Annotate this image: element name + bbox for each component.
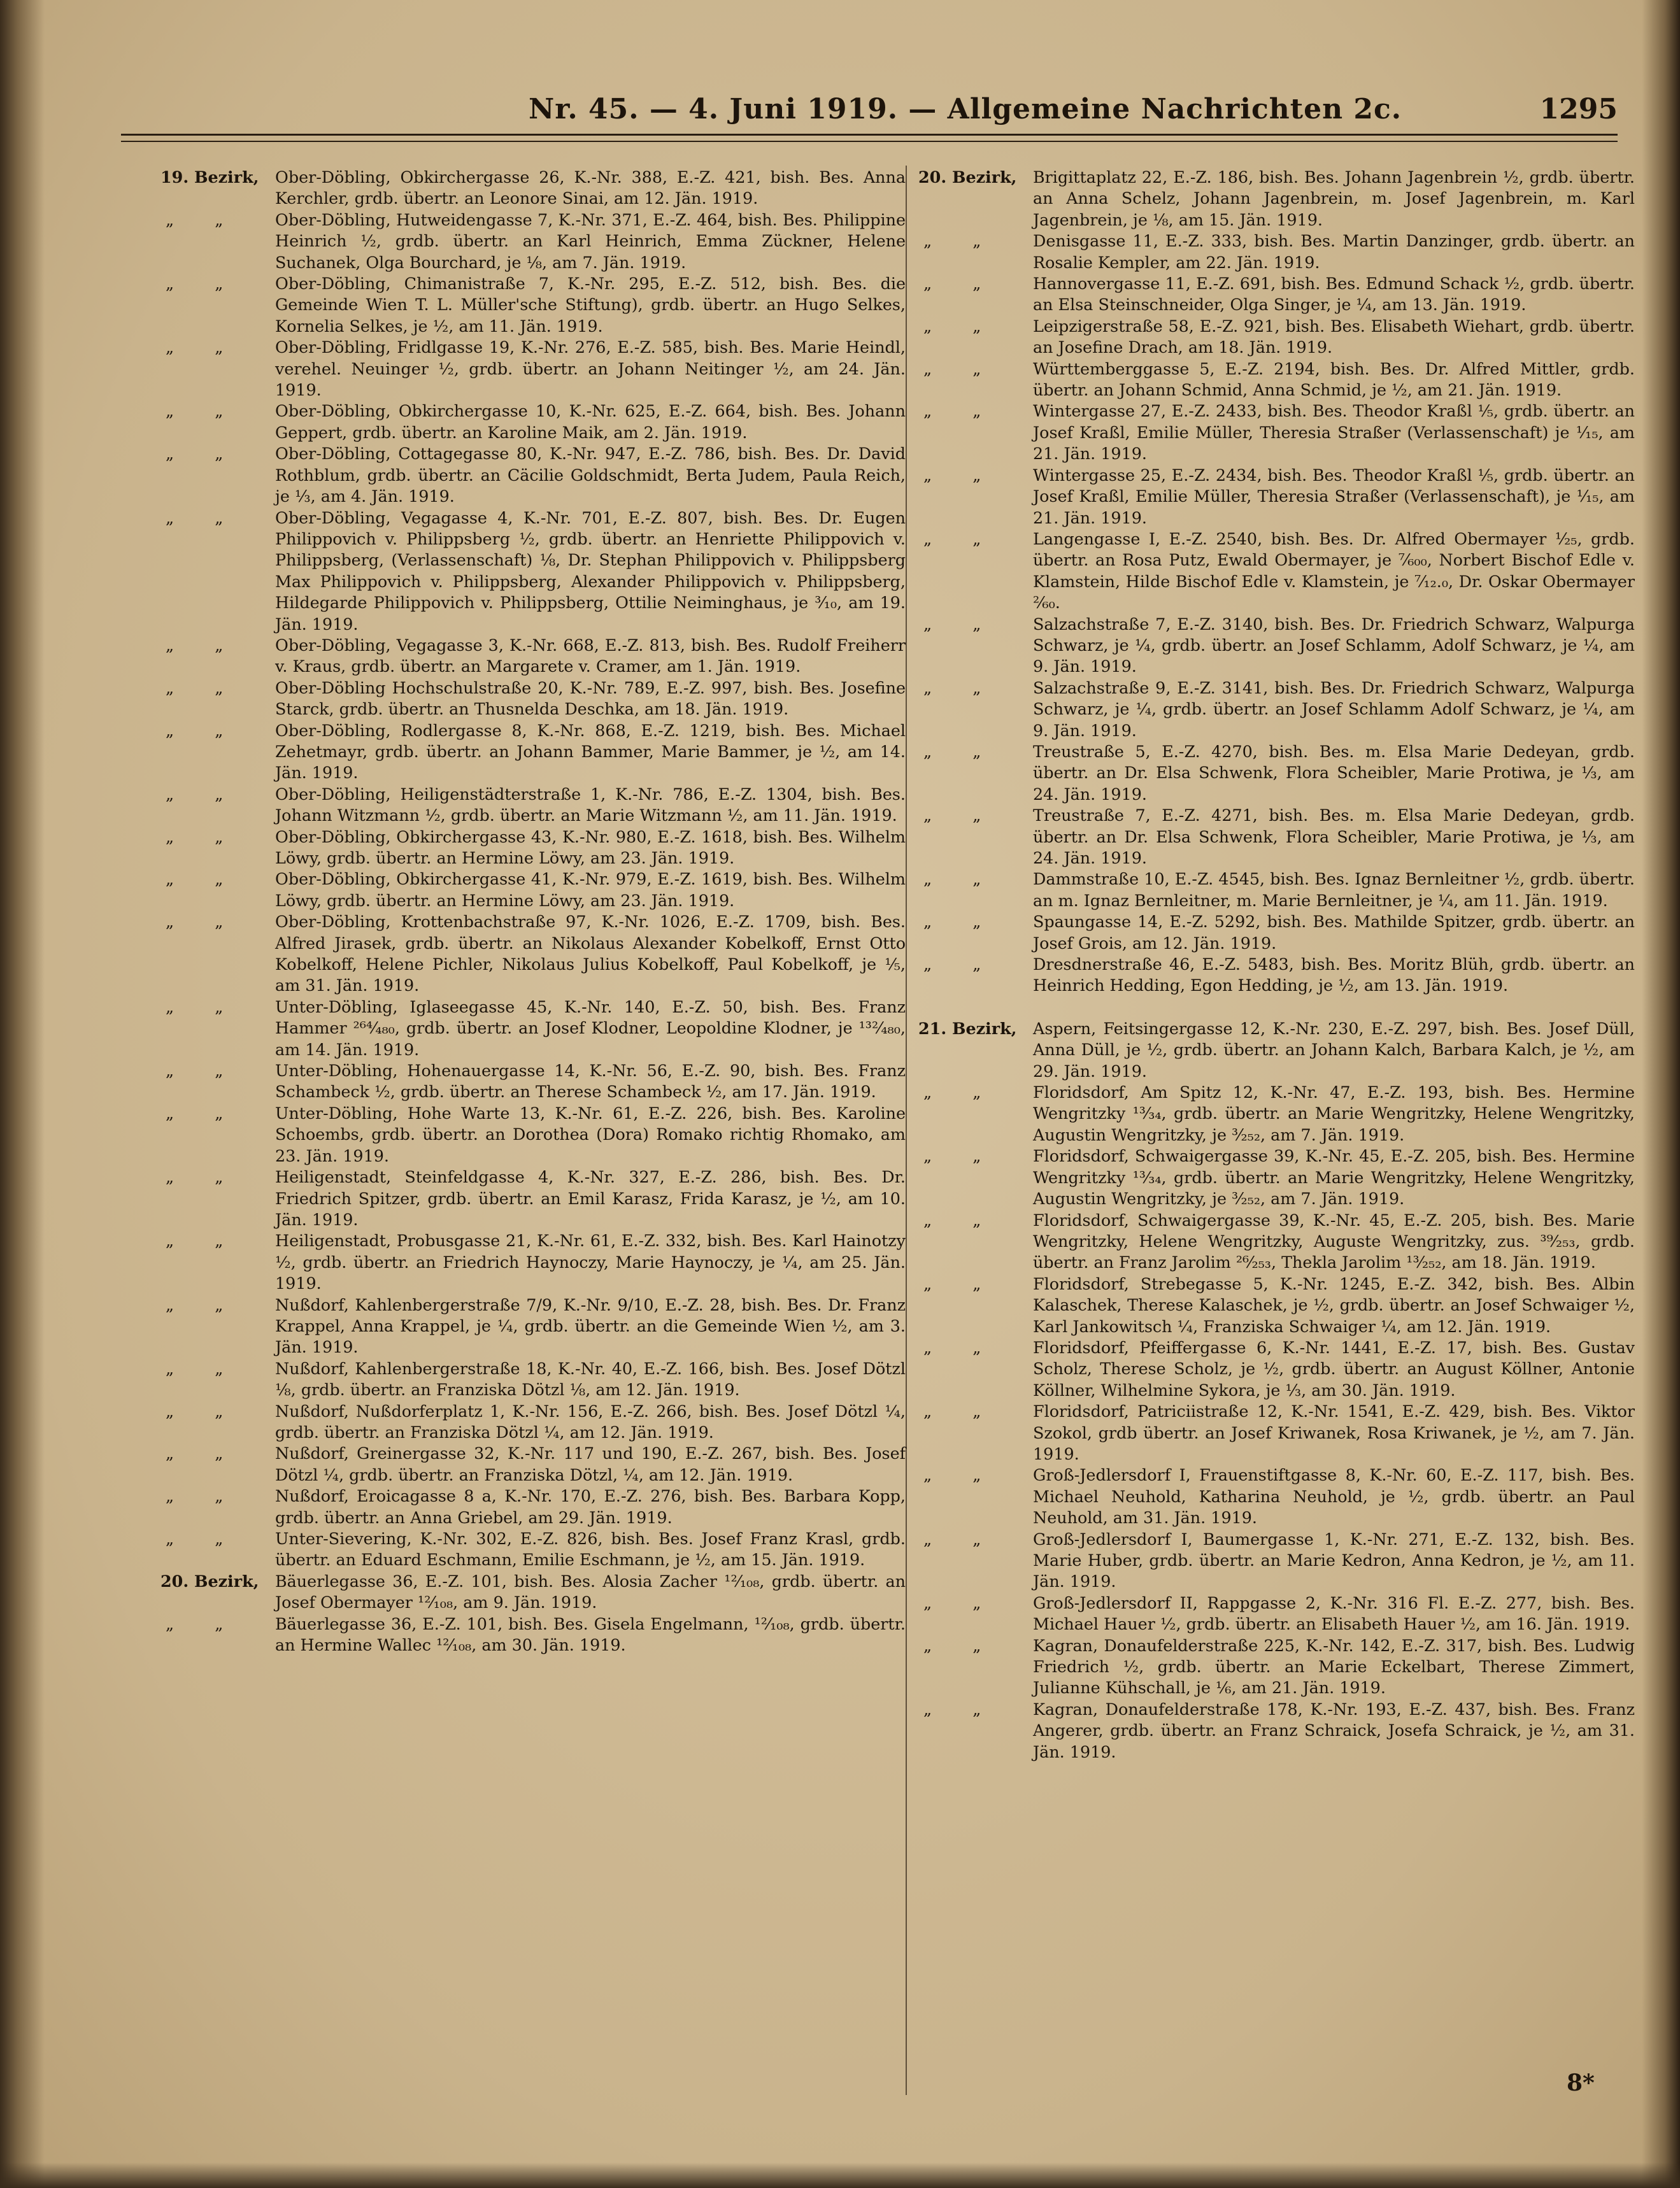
- district-label: „ „: [923, 1083, 999, 1102]
- district-label: „ „: [923, 741, 999, 761]
- district-label: „ „: [923, 1402, 999, 1421]
- register-entry: [918, 359, 1635, 401]
- entry-text: Nußdorf, Greinergasse 32, K.-Nr. 117 und 190, E.-Z. 267, bish. Bes. Josef Dötzl ¼, grdb. übertr. an Franziska Dötzl, ¼, am 12. Jän. 1919.: [275, 1444, 906, 1484]
- header-title: Nr. 45. — 4. Juni 1919. — Allgemeine Nachrichten 2c.: [529, 93, 1402, 125]
- register-entry: [918, 1082, 1635, 1146]
- entry-text: Treustraße 5, E.-Z. 4270, bish. Bes. m. Elsa Marie Dedeyan, grdb. übertr. an Dr. Elsa Schwenk, Flora Scheibler, Marie Protiwa, je ⅓, am 24. Jän. 1919.: [1033, 741, 1635, 804]
- district-label: „ „: [923, 1465, 999, 1485]
- register-entry: [160, 869, 906, 911]
- district-label: „ „: [166, 869, 241, 889]
- page-edge-shadow-bottom: [0, 2163, 1680, 2188]
- entry-text: Ober-Döbling, Fridlgasse 19, K.-Nr. 276, E.-Z. 585, bish. Bes. Marie Heindl, verehel. Neuinger ½, grdb. übertr. an Johann Neitinger ½, am 24. Jän. 1919.: [275, 337, 906, 400]
- entry-text: Groß-Jedlersdorf II, Rappgasse 2, K.-Nr. 316 Fl. E.-Z. 277, bish. Bes. Michael Hauer ½, grdb. übertr. an Elisabeth Hauer ½, am 16. Jän. 1919.: [1033, 1593, 1635, 1634]
- running-header: [121, 89, 1618, 140]
- district-label: „ „: [166, 997, 241, 1016]
- district-label: „ „: [923, 465, 999, 485]
- entry-text: Dresdnerstraße 46, E.-Z. 5483, bish. Bes. Moritz Blüh, grdb. übertr. an Heinrich Hedding, Egon Hedding, je ½, am 13. Jän. 1919.: [1033, 955, 1635, 995]
- entry-text: Aspern, Feitsingergasse 12, K.-Nr. 230, E.-Z. 297, bish. Bes. Josef Düll, Anna Düll, je ½, grdb. übertr. an Johann Kalch, Barbara Kalch, je ½, am 29. Jän. 1919.: [1033, 1018, 1635, 1081]
- register-entry: [918, 1699, 1635, 1763]
- district-label: „ „: [923, 1210, 999, 1230]
- entry-text: Nußdorf, Kahlenbergerstraße 18, K.-Nr. 40, E.-Z. 166, bish. Bes. Josef Dötzl ⅛, grdb. übertr. an Franziska Dötzl ⅛, am 12. Jän. 1919.: [275, 1358, 906, 1400]
- header-rule: [121, 134, 1618, 142]
- register-entry: [918, 401, 1635, 464]
- register-entry: [918, 316, 1635, 359]
- section-gap: [918, 997, 1635, 1018]
- entry-text: Floridsdorf, Am Spitz 12, K.-Nr. 47, E.-Z. 193, bish. Bes. Hermine Wengritzky ¹³⁄₃₄, grdb. übertr. an Marie Wengritzky, Helene Wengritzky, Augustin Wengritzky, je ³⁄₂₅₂, am 7. Jän. 1919.: [1033, 1083, 1635, 1144]
- register-entry: [918, 805, 1635, 869]
- entry-text: Unter-Döbling, Iglaseegasse 45, K.-Nr. 140, E.-Z. 50, bish. Bes. Franz Hammer ²⁶⁴⁄₄₈₀, grdb. übertr. an Josef Klodner, Leopoldine Klodner, je ¹³²⁄₄₈₀, am 14. Jän. 1919.: [275, 997, 906, 1059]
- register-entry: [160, 784, 906, 827]
- entry-text: Wintergasse 25, E.-Z. 2434, bish. Bes. Theodor Kraßl ⅕, grdb. übertr. an Josef Kraßl, Emilie Müller, Theresia Straßer (Verlassenschaft), je ¹⁄₁₅, am 21. Jän. 1919.: [1033, 465, 1635, 527]
- register-entry: [918, 167, 1635, 231]
- page-edge-shadow-right: [1642, 0, 1680, 2188]
- register-entry: [918, 1146, 1635, 1209]
- entry-text: Spaungasse 14, E.-Z. 5292, bish. Bes. Mathilde Spitzer, grdb. übertr. an Josef Grois, am 12. Jän. 1919.: [1033, 912, 1635, 953]
- entry-text: Ober-Döbling, Obkirchergasse 41, K.-Nr. 979, E.-Z. 1619, bish. Bes. Wilhelm Löwy, grdb. übertr. an Hermine Löwy, am 23. Jän. 1919.: [275, 869, 906, 910]
- entry-text: Kagran, Donaufelderstraße 178, K.-Nr. 193, E.-Z. 437, bish. Bes. Franz Angerer, grdb. übertr. an Franz Schraick, Josefa Schraick, je ½, am 31. Jän. 1919.: [1033, 1699, 1635, 1761]
- district-label: „ „: [923, 1146, 999, 1166]
- register-entry: [918, 1465, 1635, 1528]
- register-entry: [160, 1103, 906, 1167]
- district-label: „ „: [166, 827, 241, 846]
- register-entry: [918, 1337, 1635, 1401]
- entry-text: Floridsdorf, Patriciistraße 12, K.-Nr. 1541, E.-Z. 429, bish. Bes. Viktor Szokol, grdb übertr. an Josef Kriwanek, Rosa Kriwanek, je ½, am 7. Jän. 1919.: [1033, 1402, 1635, 1463]
- register-entry: [160, 1528, 906, 1571]
- district-label: „ „: [166, 1444, 241, 1463]
- district-label: „ „: [166, 401, 241, 421]
- register-entry: [918, 1635, 1635, 1699]
- entry-text: Nußdorf, Kahlenbergerstraße 7/9, K.-Nr. 9/10, E.-Z. 28, bish. Bes. Dr. Franz Krappel, Anna Krappel, je ¼, grdb. übertr. an die Gemeinde Wien ½, am 3. Jän. 1919.: [275, 1295, 906, 1357]
- register-entry: [160, 337, 906, 401]
- register-entry: [160, 1358, 906, 1401]
- district-label: „ „: [166, 1486, 241, 1506]
- entry-text: Floridsdorf, Pfeiffergasse 6, K.-Nr. 1441, E.-Z. 17, bish. Bes. Gustav Scholz, Therese Scholz, je ½, grdb. übertr. an August Köllner, Antonie Köllner, Wilhelmine Sykora, je ⅓, am 30. Jän. 1919.: [1033, 1337, 1635, 1400]
- entry-text: Kagran, Donaufelderstraße 225, K.-Nr. 142, E.-Z. 317, bish. Bes. Ludwig Friedrich ½, grdb. übertr. an Marie Eckelbart, Therese Zimmert, Julianne Kühschall, je ⅙, am 21. Jän. 1919.: [1033, 1635, 1635, 1698]
- register-entry: [160, 678, 906, 720]
- entry-text: Ober-Döbling Hochschulstraße 20, K.-Nr. 789, E.-Z. 997, bish. Bes. Josefine Starck, grdb. übertr. an Thusnelda Deschka, am 18. Jän. 1919.: [275, 678, 906, 719]
- register-entry: [918, 741, 1635, 805]
- district-label: „ „: [166, 210, 241, 229]
- entry-text: Wintergasse 27, E.-Z. 2433, bish. Bes. Theodor Kraßl ⅕, grdb. übertr. an Josef Kraßl, Emilie Müller, Theresia Straßer (Verlassenschaft) je ¹⁄₁₅, am 21. Jän. 1919.: [1033, 401, 1635, 464]
- district-label: „ „: [923, 529, 999, 548]
- register-entry: [160, 1443, 906, 1486]
- district-label: 19. Bezirk,: [160, 167, 259, 187]
- entry-text: Salzachstraße 7, E.-Z. 3140, bish. Bes. Dr. Friedrich Schwarz, Walpurga Schwarz, je ¼, grdb. übertr. an Josef Schlamm, Adolf Schwarz, je ¼, am 9. Jän. 1919.: [1033, 614, 1635, 676]
- register-entry: [160, 401, 906, 443]
- register-entry: [160, 210, 906, 273]
- district-label: „ „: [923, 316, 999, 336]
- register-entry: [160, 1486, 906, 1528]
- page-number: 1295: [1539, 93, 1618, 125]
- register-entry: [160, 827, 906, 869]
- register-entry: [918, 614, 1635, 678]
- entry-text: Ober-Döbling, Krottenbachstraße 97, K.-Nr. 1026, E.-Z. 1709, bish. Bes. Alfred Jirasek, grdb. übertr. an Nikolaus Alexander Kobelkoff, Ernst Otto Kobelkoff, Helene Pichler, Nikolaus Julius Kobelkoff, Paul Kobelkoff, je ⅕, am 31. Jän. 1919.: [275, 912, 906, 995]
- register-entry: [918, 529, 1635, 614]
- district-label: „ „: [923, 955, 999, 974]
- register-entry: [918, 1401, 1635, 1465]
- column-separator: [906, 166, 907, 2095]
- entry-text: Nußdorf, Eroicagasse 8 a, K.-Nr. 170, E.-Z. 276, bish. Bes. Barbara Kopp, grdb. übertr. an Anna Griebel, am 29. Jän. 1919.: [275, 1486, 906, 1527]
- district-label: „ „: [166, 444, 241, 464]
- district-label: „ „: [923, 1699, 999, 1719]
- register-entry: [918, 911, 1635, 954]
- district-label: „ „: [923, 806, 999, 825]
- entry-text: Brigittaplatz 22, E.-Z. 186, bish. Bes. Johann Jagenbrein ½, grdb. übertr. an Anna Schelz, Johann Jagenbrein, m. Josef Jagenbrein, m. Karl Jagenbrein, je ⅛, am 15. Jän. 1919.: [1033, 167, 1635, 229]
- register-entry: [918, 1274, 1635, 1337]
- district-label: „ „: [923, 678, 999, 697]
- district-label: „ „: [923, 401, 999, 421]
- register-entry: [160, 1401, 906, 1444]
- entry-text: Heiligenstadt, Steinfeldgasse 4, K.-Nr. 327, E.-Z. 286, bish. Bes. Dr. Friedrich Spitzer, grdb. übertr. an Emil Karasz, Frida Karasz, je ½, am 10. Jän. 1919.: [275, 1167, 906, 1229]
- district-label: „ „: [923, 1529, 999, 1549]
- district-label: „ „: [166, 1295, 241, 1314]
- entry-text: Groß-Jedlersdorf I, Baumergasse 1, K.-Nr. 271, E.-Z. 132, bish. Bes. Marie Huber, grdb. übertr. an Marie Kedron, Anna Kedron, je ½, am 11. Jän. 1919.: [1033, 1529, 1635, 1591]
- register-entry: [160, 508, 906, 635]
- entry-text: Langengasse I, E.-Z. 2540, bish. Bes. Dr. Alfred Obermayer ¹⁄₂₅, grdb. übertr. an Rosa Putz, Ewald Obermayer, je ⁷⁄₆₀₀, Norbert Bischof Edle v. Klamstein, Hilde Bischof Edle v. Klamstein, je ⁷⁄₁₂.₀, Dr. Oskar Obermayer ²⁄₆₀.: [1033, 529, 1635, 613]
- register-entry: [918, 1018, 1635, 1082]
- entry-text: Ober-Döbling, Hutweidengasse 7, K.-Nr. 371, E.-Z. 464, bish. Bes. Philippine Heinrich ½, grdb. übertr. an Karl Heinrich, Emma Zückner, Helene Suchanek, Olga Bourchard, je ⅛, am 7. Jän. 1919.: [275, 210, 906, 272]
- entry-text: Unter-Sievering, K.-Nr. 302, E.-Z. 826, bish. Bes. Josef Franz Krasl, grdb. übertr. an Eduard Eschmann, Emilie Eschmann, je ½, am 15. Jän. 1919.: [275, 1529, 906, 1570]
- entry-text: Ober-Döbling, Chimanistraße 7, K.-Nr. 295, E.-Z. 512, bish. Bes. die Gemeinde Wien T. L. Müller'sche Stiftung), grdb. übertr. an Hugo Selkes, Kornelia Selkes, je ½, am 11. Jän. 1919.: [275, 274, 906, 336]
- district-label: „ „: [923, 614, 999, 634]
- entry-text: Leipzigerstraße 58, E.-Z. 921, bish. Bes. Elisabeth Wiehart, grdb. übertr. an Josefine Drach, am 18. Jän. 1919.: [1033, 316, 1635, 357]
- district-label: „ „: [166, 720, 241, 740]
- register-entry: [160, 273, 906, 337]
- entry-text: Ober-Döbling, Obkirchergasse 10, K.-Nr. 625, E.-Z. 664, bish. Bes. Johann Geppert, grdb. übertr. an Karoline Maik, am 2. Jän. 1919.: [275, 401, 906, 442]
- entry-text: Unter-Döbling, Hohenauergasse 14, K.-Nr. 56, E.-Z. 90, bish. Bes. Franz Schambeck ½, grdb. übertr. an Therese Schambeck ½, am 17. Jän. 1919.: [275, 1061, 906, 1102]
- entry-text: Dammstraße 10, E.-Z. 4545, bish. Bes. Ignaz Bernleitner ½, grdb. übertr. an m. Ignaz Bernleitner, m. Marie Bernleitner, je ¼, am 11. Jän. 1919.: [1033, 869, 1635, 910]
- entry-text: Treustraße 7, E.-Z. 4271, bish. Bes. m. Elsa Marie Dedeyan, grdb. übertr. an Dr. Elsa Schwenk, Flora Scheibler, Marie Protiwa, je ⅓, am 24. Jän. 1919.: [1033, 806, 1635, 867]
- register-entry: [160, 997, 906, 1060]
- district-label: „ „: [166, 1614, 241, 1633]
- entry-text: Württemberggasse 5, E.-Z. 2194, bish. Bes. Dr. Alfred Mittler, grdb. übertr. an Johann Schmid, Anna Schmid, je ½, am 21. Jän. 1919.: [1033, 359, 1635, 400]
- register-entry: [160, 1614, 906, 1656]
- entry-text: Hannovergasse 11, E.-Z. 691, bish. Bes. Edmund Schack ½, grdb. übertr. an Elsa Steinschneider, Olga Singer, je ¼, am 13. Jän. 1919.: [1033, 274, 1635, 315]
- entry-text: Salzachstraße 9, E.-Z. 3141, bish. Bes. Dr. Friedrich Schwarz, Walpurga Schwarz, je ¼, grdb. übertr. an Josef Schlamm Adolf Schwarz, je ¼, am 9. Jän. 1919.: [1033, 678, 1635, 740]
- register-entry: [918, 1210, 1635, 1274]
- register-entry: [160, 720, 906, 784]
- entry-text: Ober-Döbling, Cottagegasse 80, K.-Nr. 947, E.-Z. 786, bish. Bes. Dr. David Rothblum, grdb. übertr. an Cäcilie Goldschmidt, Berta Judem, Paula Reich, je ⅓, am 4. Jän. 1919.: [275, 444, 906, 506]
- register-entry: [918, 678, 1635, 741]
- district-label: „ „: [923, 1593, 999, 1612]
- register-entry: [160, 1295, 906, 1358]
- district-label: „ „: [166, 635, 241, 655]
- district-label: „ „: [166, 678, 241, 697]
- district-label: „ „: [166, 508, 241, 527]
- district-label: „ „: [923, 231, 999, 251]
- district-label: „ „: [923, 359, 999, 378]
- entry-text: Floridsdorf, Strebegasse 5, K.-Nr. 1245, E.-Z. 342, bish. Bes. Albin Kalaschek, Therese Kalaschek, je ½, grdb. übertr. an Josef Schwaiger ½, Karl Jankowitsch ¼, Franziska Schwaiger ¼, am 12. Jän. 1919.: [1033, 1274, 1635, 1336]
- district-label: „ „: [166, 1358, 241, 1378]
- right-column: [918, 167, 1635, 1763]
- district-label: 20. Bezirk,: [918, 167, 1017, 187]
- district-label: „ „: [166, 1167, 241, 1187]
- district-label: „ „: [923, 1337, 999, 1357]
- signature-mark: 8*: [1567, 2070, 1595, 2096]
- entry-text: Ober-Döbling, Obkirchergasse 26, K.-Nr. 388, E.-Z. 421, bish. Bes. Anna Kerchler, grdb. übertr. an Leonore Sinai, am 12. Jän. 1919.: [275, 167, 906, 208]
- register-entry: [160, 443, 906, 507]
- entry-text: Ober-Döbling, Vegagasse 4, K.-Nr. 701, E.-Z. 807, bish. Bes. Dr. Eugen Philippovich v. Philippsberg ½, grdb. übertr. an Henriette Philippovich v. Philippsberg, (Verlassenschaft) ⅛, Dr. Stephan Philippovich v. Philippsberg Max Philippovich v. Philippsberg, Alexander Philippovich v. Philippsberg, Hildegarde Philippovich v. Philippsberg, Ottilie Neiminghaus, je ³⁄₁₀, am 19. Jän. 1919.: [275, 508, 906, 634]
- district-label: „ „: [166, 1401, 241, 1421]
- register-entry: [160, 1571, 906, 1614]
- register-entry: [160, 1230, 906, 1294]
- district-label: „ „: [923, 274, 999, 294]
- district-label: „ „: [923, 869, 999, 889]
- district-label: „ „: [923, 1274, 999, 1293]
- register-entry: [160, 911, 906, 997]
- register-entry: [160, 1060, 906, 1103]
- register-entry: [918, 1593, 1635, 1635]
- district-label: „ „: [166, 274, 241, 294]
- entry-text: Ober-Döbling, Obkirchergasse 43, K.-Nr. 980, E.-Z. 1618, bish. Bes. Wilhelm Löwy, grdb. übertr. an Hermine Löwy, am 23. Jän. 1919.: [275, 827, 906, 867]
- district-label: „ „: [166, 1529, 241, 1548]
- entry-text: Unter-Döbling, Hohe Warte 13, K.-Nr. 61, E.-Z. 226, bish. Bes. Karoline Schoembs, grdb. übertr. an Dorothea (Dora) Romako richtig Rhomako, am 23. Jän. 1919.: [275, 1103, 906, 1165]
- entry-text: Heiligenstadt, Probusgasse 21, K.-Nr. 61, E.-Z. 332, bish. Bes. Karl Hainotzy ½, grdb. übertr. an Friedrich Haynoczy, Marie Haynoczy, je ¼, am 25. Jän. 1919.: [275, 1231, 906, 1293]
- entry-text: Groß-Jedlersdorf I, Frauenstiftgasse 8, K.-Nr. 60, E.-Z. 117, bish. Bes. Michael Neuhold, Katharina Neuhold, je ½, grdb. übertr. an Paul Neuhold, am 31. Jän. 1919.: [1033, 1465, 1635, 1528]
- district-label: „ „: [166, 1231, 241, 1251]
- register-entry: [160, 167, 906, 210]
- district-label: „ „: [166, 337, 241, 357]
- district-label: „ „: [923, 1635, 999, 1655]
- entry-text: Denisgasse 11, E.-Z. 333, bish. Bes. Martin Danzinger, grdb. übertr. an Rosalie Kempler, am 22. Jän. 1919.: [1033, 231, 1635, 272]
- district-label: „ „: [166, 912, 241, 932]
- register-entry: [918, 954, 1635, 997]
- entry-text: Nußdorf, Nußdorferplatz 1, K.-Nr. 156, E.-Z. 266, bish. Bes. Josef Dötzl ¼, grdb. übertr. an Franziska Dötzl ¼, am 12. Jän. 1919.: [275, 1401, 906, 1442]
- register-entry: [160, 635, 906, 678]
- register-entry: [918, 869, 1635, 911]
- district-label: „ „: [166, 1061, 241, 1081]
- district-label: „ „: [923, 912, 999, 932]
- register-entry: [160, 1167, 906, 1230]
- entry-text: Bäuerlegasse 36, E.-Z. 101, bish. Bes. Gisela Engelmann, ¹²⁄₁₀₈, grdb. übertr. an Hermine Wallec ¹²⁄₁₀₈, am 30. Jän. 1919.: [275, 1614, 906, 1655]
- register-entry: [918, 465, 1635, 529]
- entry-text: Bäuerlegasse 36, E.-Z. 101, bish. Bes. Alosia Zacher ¹²⁄₁₀₈, grdb. übertr. an Josef Obermayer ¹²⁄₁₀₈, am 9. Jän. 1919.: [275, 1571, 906, 1612]
- page-edge-shadow-left: [0, 0, 45, 2188]
- register-entry: [918, 1529, 1635, 1593]
- entry-text: Floridsdorf, Schwaigergasse 39, K.-Nr. 45, E.-Z. 205, bish. Bes. Marie Wengritzky, Helene Wengritzky, Auguste Wengritzky, zus. ³⁹⁄₂₅₃, grdb. übertr. an Franz Jarolim ²⁶⁄₂₅₃, Thekla Jarolim ¹³⁄₂₅₂, am 18. Jän. 1919.: [1033, 1210, 1635, 1272]
- register-entry: [918, 231, 1635, 273]
- left-column: [160, 167, 906, 1656]
- district-label: „ „: [166, 784, 241, 804]
- district-label: 20. Bezirk,: [160, 1571, 259, 1591]
- entry-text: Ober-Döbling, Heiligenstädterstraße 1, K.-Nr. 786, E.-Z. 1304, bish. Bes. Johann Witzmann ½, grdb. übertr. an Marie Witzmann ½, am 11. Jän. 1919.: [275, 784, 906, 825]
- entry-text: Ober-Döbling, Vegagasse 3, K.-Nr. 668, E.-Z. 813, bish. Bes. Rudolf Freiherr v. Kraus, grdb. übertr. an Margarete v. Cramer, am 1. Jän. 1919.: [275, 635, 906, 676]
- register-entry: [918, 273, 1635, 316]
- district-label: „ „: [166, 1103, 241, 1123]
- district-label: 21. Bezirk,: [918, 1018, 1017, 1038]
- entry-text: Ober-Döbling, Rodlergasse 8, K.-Nr. 868, E.-Z. 1219, bish. Bes. Michael Zehetmayr, grdb. übertr. an Johann Bammer, Marie Bammer, je ½, am 14. Jän. 1919.: [275, 720, 906, 783]
- entry-text: Floridsdorf, Schwaigergasse 39, K.-Nr. 45, E.-Z. 205, bish. Bes. Hermine Wengritzky ¹³⁄₃₄, grdb. übertr. an Marie Wengritzky, Helene Wengritzky, Augustin Wengritzky, je ³⁄₂₅₂, am 7. Jän. 1919.: [1033, 1146, 1635, 1209]
